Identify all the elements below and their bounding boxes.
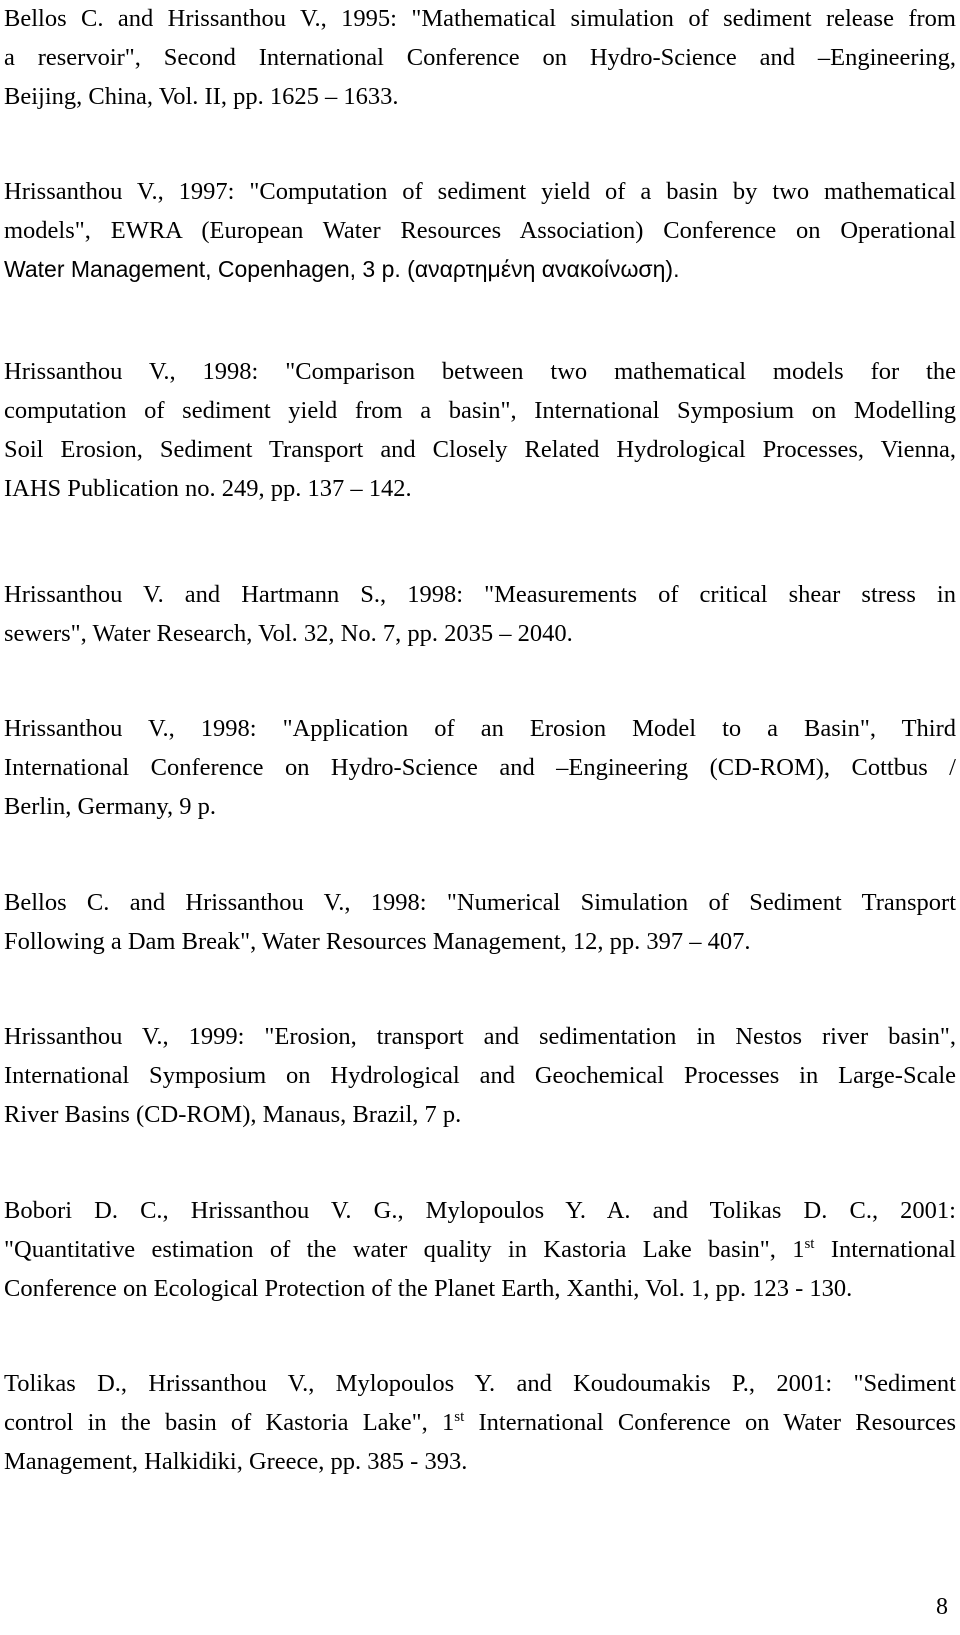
reference-line: Hrissanthou V. and Hartmann S., 1998: "Measurements of critical shear stress in: [4, 581, 956, 608]
reference-entry: [4, 1017, 956, 1134]
reference-text: "Quantitative estimation of the water quality in Kastoria Lake basin", 1: [4, 1236, 805, 1263]
reference-line: Bellos C. and Hrissanthou V., 1998: "Numerical Simulation of Sediment Transport: [4, 889, 956, 916]
reference-line: Bellos C. and Hrissanthou V., 1995: "Mathematical simulation of sediment release from: [4, 5, 956, 32]
page-number: 8: [936, 1594, 948, 1620]
reference-line: Hrissanthou V., 1999: "Erosion, transport and sedimentation in Nestos river basin",: [4, 1023, 956, 1050]
reference-line: River Basins (CD-ROM), Manaus, Brazil, 7 p.: [4, 1101, 462, 1128]
reference-text: International: [814, 1236, 956, 1263]
reference-entry: [4, 352, 956, 508]
reference-line: Bobori D. C., Hrissanthou V. G., Mylopoulos Y. A. and Tolikas D. C., 2001:: [4, 1197, 956, 1224]
reference-entry: [4, 0, 956, 116]
reference-line: Hrissanthou V., 1998: "Comparison between two mathematical models for the: [4, 358, 956, 385]
document-page: [4, 0, 956, 1635]
reference-line: Hrissanthou V., 1998: "Application of an Erosion Model to a Basin", Third: [4, 715, 956, 742]
reference-line: International Symposium on Hydrological and Geochemical Processes in Large-Scale: [4, 1062, 956, 1089]
reference-line: Beijing, China, Vol. II, pp. 1625 – 1633.: [4, 83, 399, 110]
reference-line: Berlin, Germany, 9 p.: [4, 793, 217, 820]
reference-line: sewers", Water Research, Vol. 32, No. 7, pp. 2035 – 2040.: [4, 620, 573, 647]
reference-line: Following a Dam Break", Water Resources Management, 12, pp. 397 – 407.: [4, 928, 751, 955]
reference-line: Conference on Ecological Protection of the Planet Earth, Xanthi, Vol. 1, pp. 123 - 130.: [4, 1275, 853, 1302]
reference-line: models", EWRA (European Water Resources Association) Conference on Operational: [4, 217, 956, 244]
reference-line: Soil Erosion, Sediment Transport and Closely Related Hydrological Processes, Vienna,: [4, 436, 956, 463]
reference-line: [4, 1403, 956, 1442]
reference-entry: [4, 1191, 956, 1308]
reference-line: International Conference on Hydro-Science and –Engineering (CD-ROM), Cottbus /: [4, 754, 956, 781]
reference-line: computation of sediment yield from a basin", International Symposium on Modelling: [4, 397, 956, 424]
reference-line: IAHS Publication no. 249, pp. 137 – 142.: [4, 475, 412, 502]
reference-line: a reservoir", Second International Conference on Hydro-Science and –Engineering,: [4, 44, 956, 71]
reference-entry: [4, 883, 956, 961]
reference-entry: [4, 575, 956, 653]
reference-line: Tolikas D., Hrissanthou V., Mylopoulos Y. and Koudoumakis P., 2001: "Sediment: [4, 1370, 956, 1397]
ordinal-superscript: st: [454, 1409, 465, 1425]
reference-line: Hrissanthou V., 1997: "Computation of sediment yield of a basin by two mathematical: [4, 178, 956, 205]
reference-text: control in the basin of Kastoria Lake", 1: [4, 1409, 455, 1436]
ordinal-superscript: st: [804, 1236, 815, 1252]
reference-entry: [4, 709, 956, 826]
reference-text: International Conference on Water Resources: [464, 1409, 956, 1436]
reference-line: Water Management, Copenhagen, 3 p. (αναρτημένη ανακοίνωση).: [4, 256, 680, 282]
reference-entry: [4, 172, 956, 289]
reference-line: Management, Halkidiki, Greece, pp. 385 - 393.: [4, 1448, 468, 1475]
reference-entry: [4, 1364, 956, 1481]
reference-line: [4, 1230, 956, 1269]
